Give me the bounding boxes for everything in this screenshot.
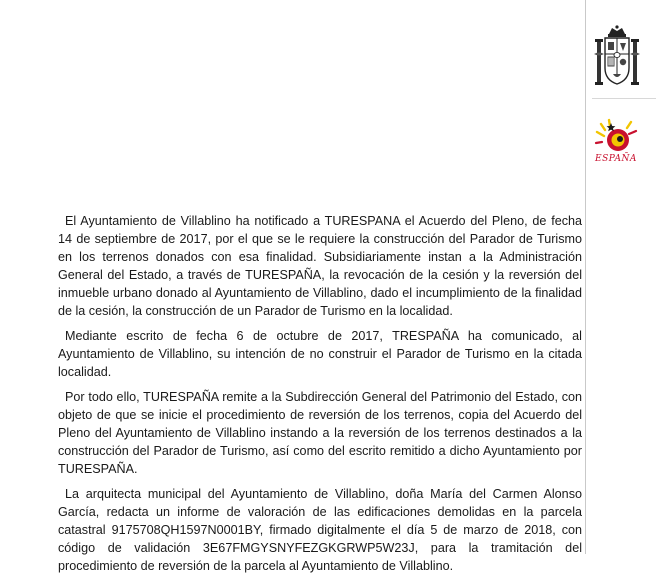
logo-text: ESPAÑA [595, 154, 637, 164]
header-divider [592, 98, 656, 99]
paragraph: El Ayuntamiento de Villablino ha notificado a TURESPANA el Acuerdo del Pleno, de fecha 14 de septiembre de 2017, por el que se le requiere la construcción del Parador de Turismo en los terrenos donados con esa finalidad. Subsidiariamente instan a la Administración General del Estado, a través de TURESPAÑA, la revocación de la cesión y la reversión del inmueble urbano donado al Ayuntamiento de Villablino, dado el incumplimiento de la finalidad de la cesión, la construcción de un Parador de Turismo en la localidad. [58, 214, 582, 318]
espana-sun-logo-icon [594, 118, 642, 172]
document-body [58, 212, 582, 582]
paragraph: Mediante escrito de fecha 6 de octubre de 2017, TRESPAÑA ha comunicado, al Ayuntamiento de Villablino, su intención de no construir el Parador de Turismo en la citada localidad. [58, 329, 582, 379]
spanish-coat-of-arms-icon [592, 24, 642, 92]
margin-divider [585, 0, 586, 554]
paragraph: Por todo ello, TURESPAÑA remite a la Subdirección General del Patrimonio del Estado, con objeto de que se inicie el procedimiento de reversión de los terrenos, copia del Acuerdo del Pleno del Ayuntamiento de Villablino instando a la reversión de los terrenos destinados a la construcción del Parador de Turismo, así como del escrito remitido a dicho Ayuntamiento por TURESPAÑA. [58, 390, 582, 476]
paragraph: La arquitecta municipal del Ayuntamiento de Villablino, doña María del Carmen Alonso García, redacta un informe de valoración de las edificaciones demolidas en la parcela catastral 9175708QH1597N0001BY, firmado digitalmente el día 5 de marzo de 2018, con código de validación 3E67FMGYSNYFEZGKGRWP5W23J, para la tramitación del procedimiento de reversión de la parcela al Ayuntamiento de Villablino. [58, 487, 582, 573]
